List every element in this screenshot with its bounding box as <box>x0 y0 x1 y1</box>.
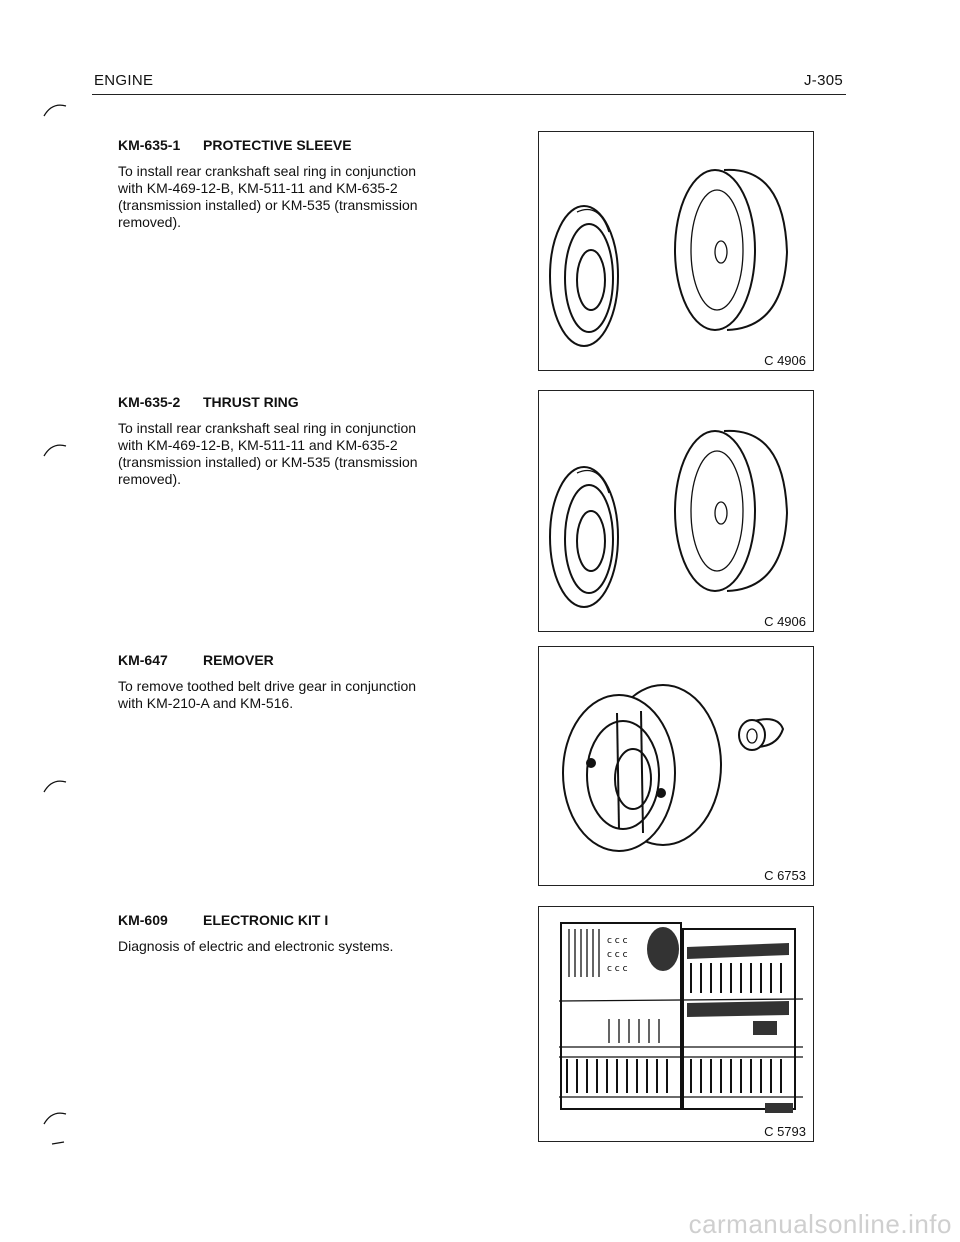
tool-code: KM-635-2 <box>118 394 181 410</box>
margin-mark <box>42 1108 68 1148</box>
thrust-ring-drawing <box>539 391 812 630</box>
protective-sleeve-drawing <box>539 132 812 369</box>
tool-description: To remove toothed belt drive gear in conjunction with KM-210-A and KM-516. <box>118 678 417 711</box>
entry-heading <box>118 652 418 668</box>
svg-text:c c c: c c c <box>607 936 628 946</box>
tool-figure <box>538 390 814 632</box>
margin-mark <box>42 776 68 794</box>
tool-code: KM-635-1 <box>118 137 181 153</box>
section-title: ENGINE <box>94 72 154 89</box>
electronic-kit-drawing <box>539 907 812 1140</box>
entry-heading <box>118 137 418 153</box>
figure-id: C 5793 <box>761 1124 809 1139</box>
tool-description: To install rear crankshaft seal ring in conjunction with KM-469-12-B, KM-511-11 and KM-635-2 (transmission installed) or KM-535 (transmission removed). <box>118 420 418 487</box>
tool-title: REMOVER <box>203 652 274 668</box>
figure-id: C 6753 <box>761 868 809 883</box>
margin-mark <box>42 440 68 458</box>
tool-figure <box>538 131 814 371</box>
tool-title: PROTECTIVE SLEEVE <box>203 137 352 153</box>
tool-code: KM-647 <box>118 652 168 668</box>
margin-mark <box>42 100 68 118</box>
tool-code: KM-609 <box>118 912 168 928</box>
svg-text:c c c: c c c <box>607 964 628 974</box>
tool-figure <box>538 906 814 1142</box>
figure-id: C 4906 <box>761 353 809 368</box>
remover-drawing <box>539 647 812 884</box>
entry-heading <box>118 394 418 410</box>
entry-heading <box>118 912 418 928</box>
tool-entry <box>118 394 418 488</box>
tool-description: Diagnosis of electric and electronic systems. <box>118 938 394 954</box>
tool-title: ELECTRONIC KIT I <box>203 912 329 928</box>
tool-entry <box>118 912 418 955</box>
tool-title: THRUST RING <box>203 394 299 410</box>
svg-text:c c c: c c c <box>607 950 628 960</box>
figure-id: C 4906 <box>761 614 809 629</box>
tool-figure <box>538 646 814 886</box>
tool-entry <box>118 652 418 712</box>
tool-entry <box>118 137 418 231</box>
page-number: J-305 <box>803 72 843 89</box>
tool-description: To install rear crankshaft seal ring in conjunction with KM-469-12-B, KM-511-11 and KM-635-2 (transmission installed) or KM-535 (transmission removed). <box>118 163 418 230</box>
header-rule <box>92 94 846 95</box>
watermark: carmanualsonline.info <box>688 1209 952 1239</box>
